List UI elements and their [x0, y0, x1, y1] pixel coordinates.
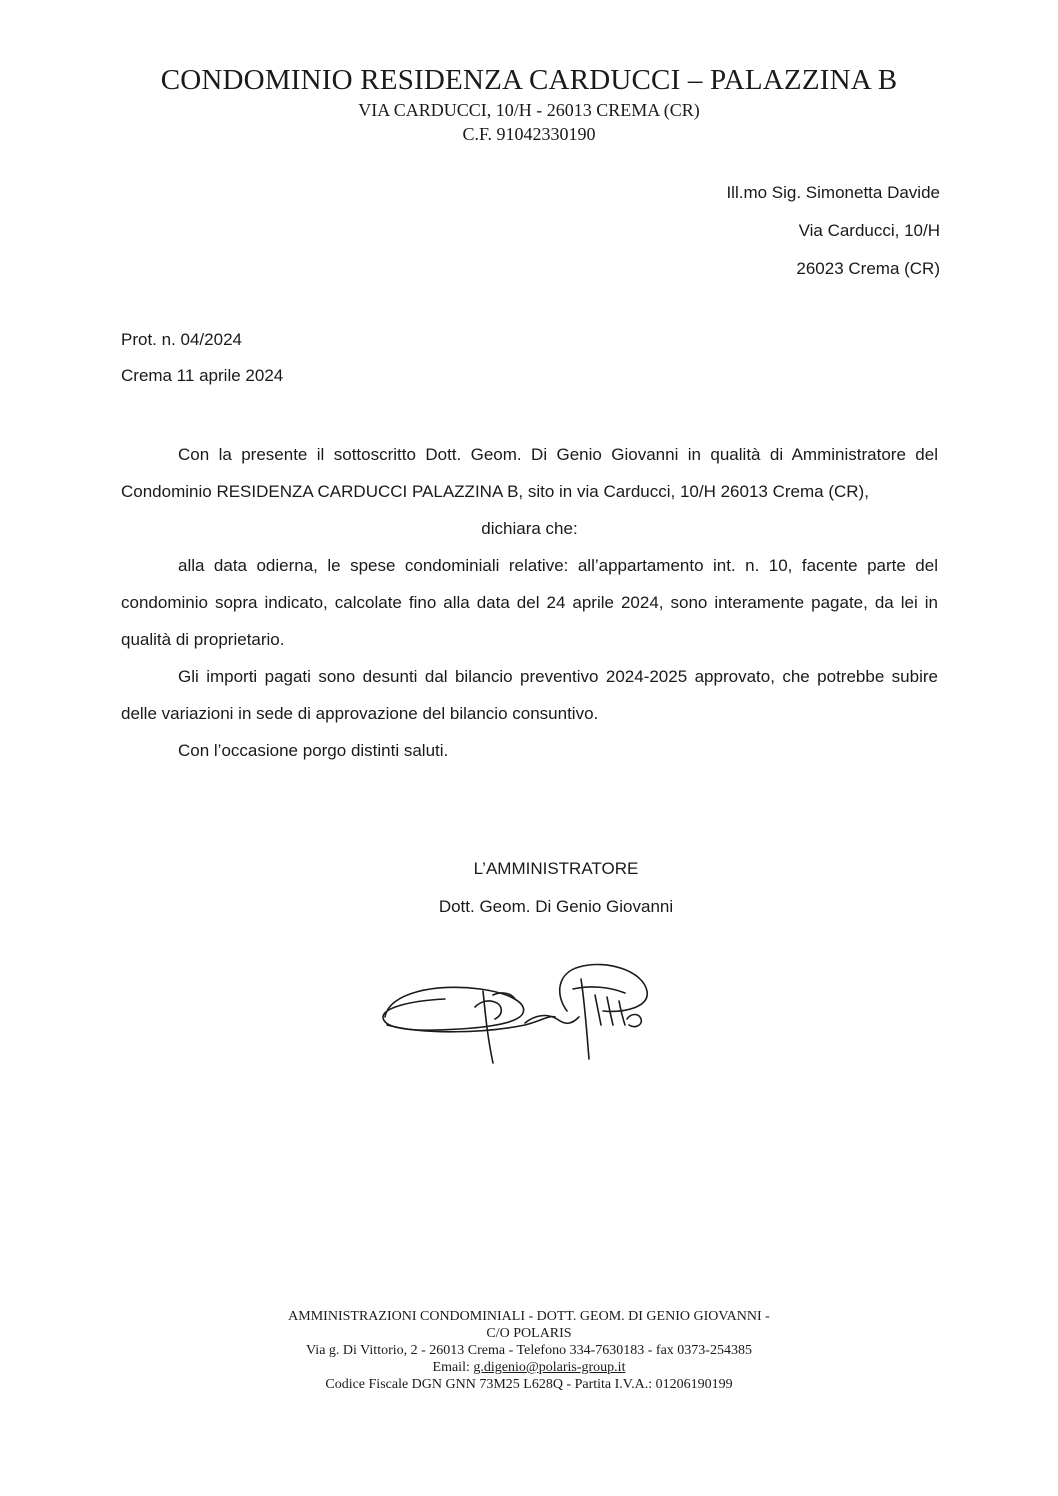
condominium-title: CONDOMINIO RESIDENZA CARDUCCI – PALAZZINA B	[160, 64, 898, 96]
footer-care-of: C/O POLARIS	[486, 1326, 572, 1341]
footer-contacts: Via g. Di Vittorio, 2 - 26013 Crema - Telefono 334-7630183 - fax 0373-254385	[306, 1343, 752, 1358]
handwritten-signature	[375, 955, 675, 1070]
declaration-heading: dichiara che:	[481, 519, 578, 538]
protocol-block	[121, 322, 283, 394]
letter-date: Crema 11 aprile 2024	[121, 366, 284, 385]
recipient-street: Via Carducci, 10/H	[798, 221, 940, 240]
letter-body	[121, 436, 938, 769]
signatory-block	[380, 850, 732, 926]
condominium-address: VIA CARDUCCI, 10/H - 26013 CREMA (CR)	[358, 100, 700, 120]
intro-paragraph: Con la presente il sottoscritto Dott. Geom. Di Genio Giovanni in qualità di Amministratore del Condominio RESIDENZA CARDUCCI PALAZZINA B, sito in via Carducci, 10/H 26013 Crema (CR),	[121, 445, 938, 501]
statement-paragraph: alla data odierna, le spese condominiali relative: all’appartamento int. n. 10, facente parte del condominio sopra indicato, calcolate fino alla data del 24 aprile 2024, sono interamente pagate, da lei in qualità di proprietario.	[121, 556, 938, 649]
letterhead	[0, 62, 1058, 146]
footer-email-line	[0, 1359, 1058, 1376]
footer-email-link[interactable]: g.digenio@polaris-group.it	[473, 1360, 626, 1375]
signatory-name: Dott. Geom. Di Genio Giovanni	[438, 897, 674, 916]
footer-email-label: Email:	[432, 1360, 474, 1375]
letter-footer	[0, 1308, 1058, 1393]
footer-tax-ids: Codice Fiscale DGN GNN 73M25 L628Q - Partita I.V.A.: 01206190199	[325, 1377, 733, 1392]
note-paragraph: Gli importi pagati sono desunti dal bilancio preventivo 2024-2025 approvato, che potrebbe subire delle variazioni in sede di approvazione del bilancio consuntivo.	[121, 667, 938, 723]
recipient-block	[726, 174, 940, 288]
protocol-number: Prot. n. 04/2024	[121, 330, 242, 349]
closing-paragraph: Con l’occasione porgo distinti saluti.	[178, 741, 449, 760]
signatory-role: L’AMMINISTRATORE	[473, 859, 639, 878]
recipient-city: 26023 Crema (CR)	[796, 259, 940, 278]
condominium-fiscal-code: C.F. 91042330190	[462, 124, 596, 144]
footer-company: AMMINISTRAZIONI CONDOMINIALI - DOTT. GEOM. DI GENIO GIOVANNI -	[288, 1309, 770, 1324]
recipient-name: Ill.mo Sig. Simonetta Davide	[726, 183, 940, 202]
